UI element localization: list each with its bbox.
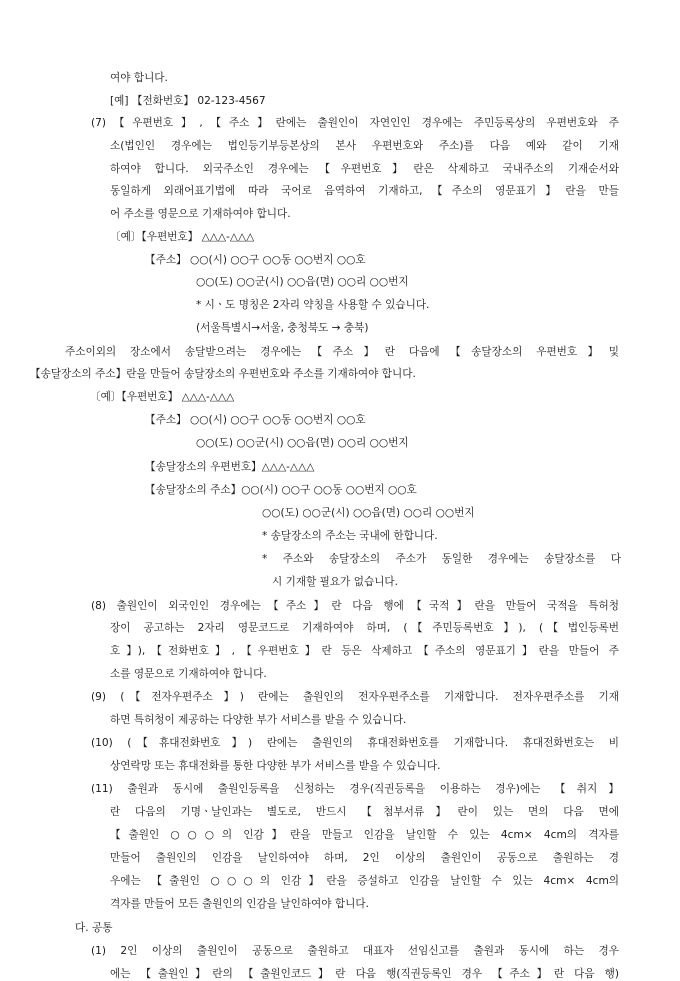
text-line: 어 주소를 영문으로 기재하여야 합니다.: [110, 208, 291, 220]
text-line: 【출원인 ○○○의 인감】란을 만들고 인감을 날인할 수 있는 4cm× 4cm의 격자를: [110, 829, 619, 841]
text-line: 〔예〕【우편번호】 △△△-△△△: [90, 391, 235, 403]
text-line: 여야 합니다.: [110, 72, 168, 84]
text-line: 【주소】 ○○(시) ○○구 ○○동 ○○번지 ○○호: [145, 414, 366, 426]
text-line: (서울특별시→서울, 충청북도 → 충북): [196, 322, 369, 334]
text-line: 하여야 합니다. 외국주소인 경우에는【우편번호】란은 삭제하고 국내주소의 기재순서와: [110, 163, 619, 175]
text-line: 소를 영문으로 기재하여야 합니다.: [110, 668, 267, 680]
text-line: * 주소와 송달장소의 주소가 동일한 경우에는 송달장소를 다: [262, 553, 621, 565]
text-line: 【송달장소의 주소】○○(시) ○○구 ○○동 ○○번지 ○○호: [145, 484, 417, 496]
text-line: 동일하게 외래어표기법에 따라 국어로 음역하여 기재하고,【주소의 영문표기】란을 만들: [110, 185, 619, 197]
text-line: 상연락망 또는 휴대전화를 통한 다양한 부가 서비스를 받을 수 있습니다.: [110, 760, 441, 772]
text-line: 란 다음의 기명ㆍ날인과는 별도로, 반드시 【첨부서류】란이 있는 면의 다음 면에: [110, 806, 619, 818]
text-line: [예] 【전화번호】 02-123-4567: [110, 95, 266, 107]
text-line: (1) 2인 이상의 출원인이 공동으로 출원하고 대표자 선임신고를 출원과 동시에 하는 경우: [91, 945, 619, 957]
text-line: 에는 【출원인】란의 【출원인코드】란 다음 행(직권등록인 경우 【주소】란 다음 행): [110, 968, 619, 980]
text-line: ○○(도) ○○군(시) ○○읍(면) ○○리 ○○번지: [196, 437, 409, 449]
text-line: 하면 특허청이 제공하는 다양한 부가 서비스를 받을 수 있습니다.: [110, 714, 407, 726]
text-line: (10) (【휴대전화번호】) 란에는 출원인의 휴대전화번호를 기재합니다. 휴대전화번호는 비: [91, 737, 619, 749]
text-line: 우에는 【출원인 ○○○의 인감】란을 증설하고 인감을 날인할 수 있는 4cm× 4cm의: [110, 875, 619, 887]
text-line: ○○(도) ○○군(시) ○○읍(면) ○○리 ○○번지: [196, 276, 409, 288]
text-line: 격자를 만들어 모든 출원인의 인감을 날인하여야 합니다.: [110, 898, 369, 910]
text-line: (8) 출원인이 외국인인 경우에는【주소】란 다음 행에【국적】란을 만들어 국적을 특허청: [91, 600, 619, 612]
text-line: 〔예〕【우편번호】 △△△-△△△: [110, 231, 255, 243]
text-line: 【송달장소의 우편번호】△△△-△△△: [145, 461, 315, 473]
text-line: 만들어 출원인의 인감을 날인하여야 하며, 2인 이상의 출원인이 공동으로 출원하는 경: [110, 852, 619, 864]
text-line: (11) 출원과 동시에 출원인등록을 신청하는 경우(직권등록을 이용하는 경우)에는 【취지】: [91, 783, 619, 795]
text-line: 【주소】 ○○(시) ○○구 ○○동 ○○번지 ○○호: [145, 254, 366, 266]
text-line: * 시ㆍ도 명칭은 2자리 약칭을 사용할 수 있습니다.: [196, 299, 430, 311]
text-line: 호】),【전화번호】,【우편번호】란 등은 삭제하고【주소의 영문표기】란을 만들어 주: [110, 645, 619, 657]
text-line: ○○(도) ○○군(시) ○○읍(면) ○○리 ○○번지: [262, 507, 475, 519]
text-line: 시 기재할 필요가 없습니다.: [272, 576, 399, 588]
text-line: 주소이외의 장소에서 송달받으려는 경우에는【주소】란 다음에【송달장소의 우편번호】및: [65, 346, 619, 358]
text-line: 【송달장소의 주소】란을 만들어 송달장소의 우편번호와 주소를 기재하여야 합니다.: [30, 368, 416, 380]
text-line: * 송달장소의 주소는 국내에 한합니다.: [262, 530, 438, 542]
text-line: 장이 공고하는 2자리 영문코드로 기재하여야 하며, (【주민등록번호】), (【법인등록번: [110, 622, 619, 634]
text-line: 소(법인인 경우에는 법인등기부등본상의 본사 우편번호와 주소)를 다음 예와 같이 기재: [110, 140, 619, 152]
text-line: 다. 공통: [75, 922, 113, 934]
text-line: (9) (【전자우편주소】) 란에는 출원인의 전자우편주소를 기재합니다. 전자우편주소를 기재: [91, 691, 619, 703]
text-line: (7)【우편번호】,【주소】란에는 출원인이 자연인인 경우에는 주민등록상의 우편번호와 주: [91, 117, 619, 129]
